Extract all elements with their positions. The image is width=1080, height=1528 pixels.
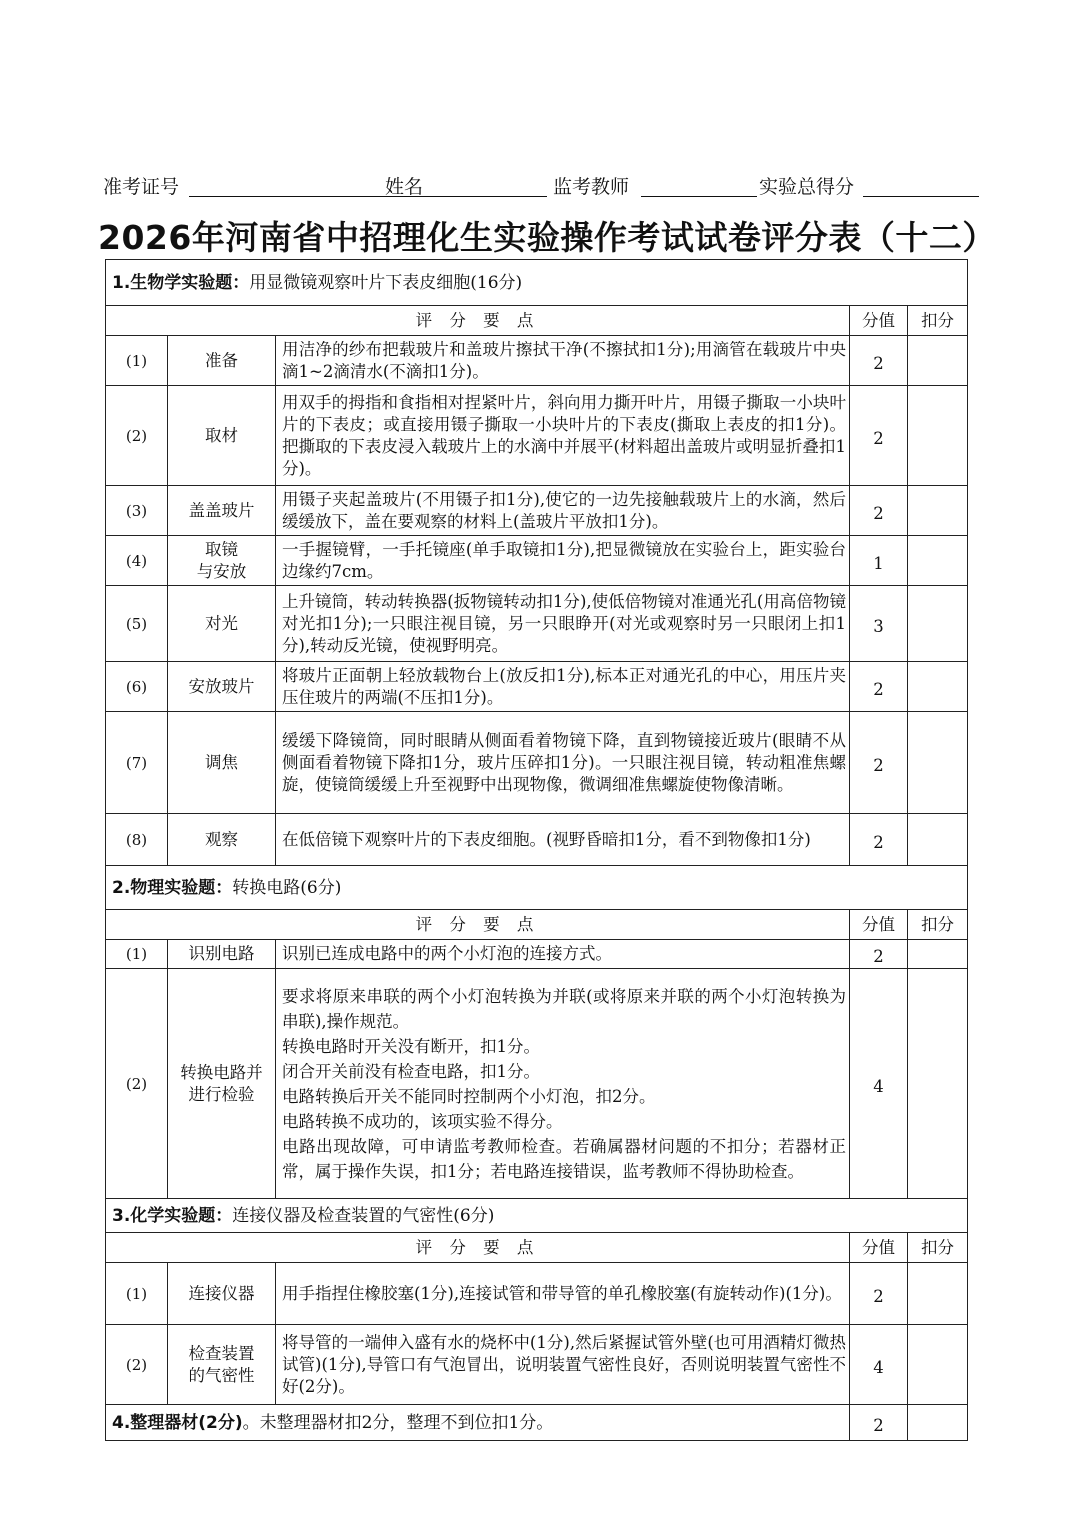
- description-line: 闭合开关前没有检查电路，扣1分。: [282, 1061, 540, 1081]
- section-title: 4.整理器材(2分): [112, 1412, 243, 1433]
- row-score: 3: [850, 586, 908, 662]
- points-header: 评 分 要 点: [106, 306, 850, 336]
- deduct-cell[interactable]: [908, 712, 968, 814]
- deduct-cell[interactable]: [908, 336, 968, 386]
- row-number: (6): [106, 662, 168, 712]
- row-score: 2: [850, 336, 908, 386]
- row-description: 缓缓下降镜筒，同时眼睛从侧面看着物镜下降，直到物镜接近玻片(眼睛不从侧面看着物镜下降扣1分，玻片压碎扣1分)。一只眼注视目镜，转动粗准焦螺旋，使镜筒缓缓上升至视野中出现物像，微调细准焦螺旋使物像清晰。: [276, 712, 850, 814]
- row-description: 用镊子夹起盖玻片(不用镊子扣1分),使它的一边先接触载玻片上的水滴，然后缓缓放下，盖在要观察的材料上(盖玻片平放扣1分)。: [276, 486, 850, 536]
- exam-id-label: 准考证号: [103, 176, 180, 198]
- row-number: (3): [106, 486, 168, 536]
- name-field[interactable]: [429, 196, 547, 197]
- row-score: 2: [850, 486, 908, 536]
- score-header: 分值: [850, 1233, 908, 1263]
- deduct-cell[interactable]: [908, 662, 968, 712]
- deduct-header: 扣分: [908, 306, 968, 336]
- points-header: 评 分 要 点: [106, 1233, 850, 1263]
- description-line: 转换电路时开关没有断开，扣1分。: [282, 1036, 540, 1056]
- row-number: (2): [106, 1325, 168, 1405]
- row-score: 4: [850, 969, 908, 1199]
- column-header-row: [106, 1233, 968, 1263]
- section-subtitle: 用显微镜观察叶片下表皮细胞(16分): [249, 272, 523, 293]
- description-line: 电路转换不成功的，该项实验不得分。: [282, 1111, 563, 1131]
- scoring-table: [105, 259, 968, 1441]
- row-item: 识别电路: [168, 940, 276, 969]
- column-header-row: [106, 306, 968, 336]
- table-row: [106, 662, 968, 712]
- table-row: [106, 536, 968, 586]
- row-score: 4: [850, 1325, 908, 1405]
- row-number: (5): [106, 586, 168, 662]
- score-header: 分值: [850, 910, 908, 940]
- deduct-cell[interactable]: [908, 536, 968, 586]
- table-row: [106, 1325, 968, 1405]
- row-description: 识别已连成电路中的两个小灯泡的连接方式。: [276, 940, 850, 969]
- total-score-label: 实验总得分: [759, 176, 855, 198]
- row-score: 2: [850, 940, 908, 969]
- section-title: 2.物理实验题：: [112, 877, 233, 898]
- deduct-cell[interactable]: [908, 1263, 968, 1325]
- row-number: (2): [106, 386, 168, 486]
- row-item: 调焦: [168, 712, 276, 814]
- table-row: [106, 1263, 968, 1325]
- deduct-header: 扣分: [908, 910, 968, 940]
- row-item: [168, 1325, 276, 1405]
- row-item: 连接仪器: [168, 1263, 276, 1325]
- row-score: 1: [850, 536, 908, 586]
- row-number: (2): [106, 969, 168, 1199]
- row-number: (1): [106, 1263, 168, 1325]
- deduct-cell[interactable]: [908, 814, 968, 866]
- deduct-cell[interactable]: [908, 969, 968, 1199]
- table-row: [106, 814, 968, 866]
- candidate-info-line: [103, 170, 983, 200]
- row-item: 取材: [168, 386, 276, 486]
- section-subtitle: 转换电路(6分): [232, 877, 342, 898]
- section-subtitle: 。未整理器材扣2分，整理不到位扣1分。: [242, 1412, 554, 1433]
- row-item-line: 的气密性: [188, 1365, 255, 1385]
- table-row: [106, 486, 968, 536]
- deduct-cell[interactable]: [908, 586, 968, 662]
- row-score: 2: [850, 662, 908, 712]
- row-item: 准备: [168, 336, 276, 386]
- row-score: 2: [850, 386, 908, 486]
- row-score: 2: [850, 1263, 908, 1325]
- row-description: 用洁净的纱布把载玻片和盖玻片擦拭干净(不擦拭扣1分);用滴管在载玻片中央滴1~2滴清水(不滴扣1分)。: [276, 336, 850, 386]
- row-description: 将导管的一端伸入盛有水的烧杯中(1分),然后紧握试管外壁(也可用酒精灯微热试管)(1分),导管口有气泡冒出，说明装置气密性良好，否则说明装置气密性不好(2分)。: [276, 1325, 850, 1405]
- row-item-line: 进行检验: [188, 1084, 255, 1104]
- name-label: 姓名: [385, 176, 424, 198]
- section-title: 3.化学实验题：: [112, 1205, 233, 1226]
- row-item: [168, 536, 276, 586]
- row-score: 2: [850, 814, 908, 866]
- deduct-cell[interactable]: [908, 1325, 968, 1405]
- table-row: [106, 336, 968, 386]
- row-item-line: 检查装置: [188, 1343, 255, 1363]
- row-description: [276, 969, 850, 1199]
- row-number: (7): [106, 712, 168, 814]
- row-number: (1): [106, 336, 168, 386]
- row-item: 观察: [168, 814, 276, 866]
- deduct-cell[interactable]: [908, 940, 968, 969]
- deduct-cell[interactable]: [908, 386, 968, 486]
- deduct-header: 扣分: [908, 1233, 968, 1263]
- section-heading-chemistry: [106, 1199, 968, 1233]
- row-item: 安放玻片: [168, 662, 276, 712]
- section-title: 1.生物学实验题：: [112, 272, 250, 293]
- section-heading-physics: [106, 866, 968, 910]
- row-item-line: 与安放: [196, 561, 247, 581]
- row-number: (1): [106, 940, 168, 969]
- total-score-field[interactable]: [863, 196, 979, 197]
- description-line: 要求将原来串联的两个小灯泡转换为并联(或将原来并联的两个小灯泡转换为串联),操作规范。: [282, 986, 846, 1031]
- section-subtitle: 连接仪器及检查装置的气密性(6分): [232, 1205, 495, 1226]
- row-score: 2: [850, 1405, 908, 1441]
- row-item-line: 转换电路并: [180, 1062, 263, 1082]
- row-description: 用手指捏住橡胶塞(1分),连接试管和带导管的单孔橡胶塞(有旋转动作)(1分)。: [276, 1263, 850, 1325]
- section-heading-cleanup: [106, 1405, 968, 1441]
- points-header: 评 分 要 点: [106, 910, 850, 940]
- row-item: 盖盖玻片: [168, 486, 276, 536]
- deduct-cell[interactable]: [908, 1405, 968, 1441]
- teacher-label: 监考教师: [553, 176, 630, 198]
- row-description: 将玻片正面朝上轻放载物台上(放反扣1分),标本正对通光孔的中心，用压片夹压住玻片的两端(不压扣1分)。: [276, 662, 850, 712]
- row-number: (8): [106, 814, 168, 866]
- deduct-cell[interactable]: [908, 486, 968, 536]
- page-title: 2026年河南省中招理化生实验操作考试试卷评分表（十二）: [98, 218, 996, 257]
- column-header-row: [106, 910, 968, 940]
- table-row: [106, 712, 968, 814]
- table-row: [106, 940, 968, 969]
- table-row: [106, 586, 968, 662]
- row-item: [168, 969, 276, 1199]
- row-description: 上升镜筒，转动转换器(扳物镜转动扣1分),使低倍物镜对准通光孔(用高倍物镜对光扣1分);一只眼注视目镜，另一只眼睁开(对光或观察时另一只眼闭上扣1分),转动反光镜，使视野明亮。: [276, 586, 850, 662]
- row-item-line: 取镜: [205, 539, 238, 559]
- score-header: 分值: [850, 306, 908, 336]
- row-description: 在低倍镜下观察叶片的下表皮细胞。(视野昏暗扣1分，看不到物像扣1分): [276, 814, 850, 866]
- row-item: 对光: [168, 586, 276, 662]
- teacher-field[interactable]: [641, 196, 757, 197]
- section-heading-biology: [106, 260, 968, 306]
- row-description: 一手握镜臂，一手托镜座(单手取镜扣1分),把显微镜放在实验台上，距实验台边缘约7cm。: [276, 536, 850, 586]
- row-number: (4): [106, 536, 168, 586]
- table-row: [106, 969, 968, 1199]
- table-row: [106, 386, 968, 486]
- row-score: 2: [850, 712, 908, 814]
- description-line: 电路出现故障，可申请监考教师检查。若确属器材问题的不扣分；若器材正常，属于操作失误，扣1分；若电路连接错误，监考教师不得协助检查。: [282, 1136, 846, 1181]
- description-line: 电路转换后开关不能同时控制两个小灯泡，扣2分。: [282, 1086, 656, 1106]
- row-description: 用双手的拇指和食指相对捏紧叶片，斜向用力撕开叶片，用镊子撕取一小块叶片的下表皮；或直接用镊子撕取一小块叶片的下表皮(撕取上表皮的扣1分)。把撕取的下表皮浸入载玻片上的水滴中并展平(材料超出盖玻片或明显折叠扣1分)。: [276, 386, 850, 486]
